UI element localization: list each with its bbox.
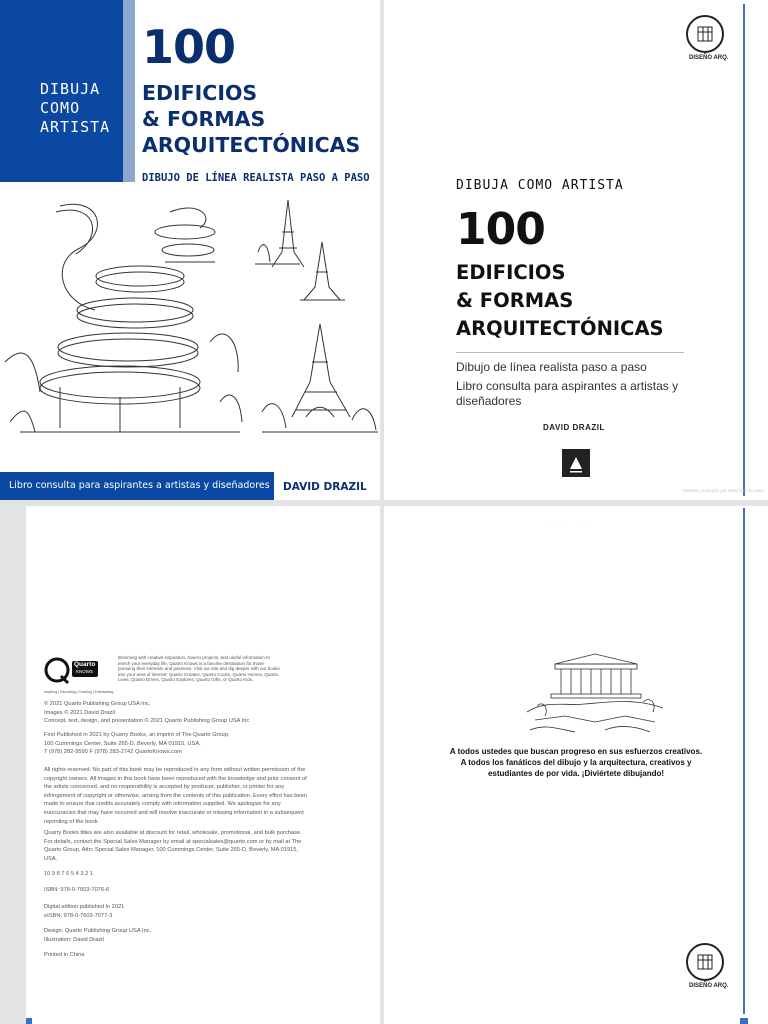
publisher-logo-label: DISEÑO ARQ. <box>689 55 729 61</box>
right-edge-line <box>743 4 745 496</box>
rights-text: All rights reserved. No part of this book may be reproduced in any form without written permission of the copyright owners. All images in this book have been reproduced with the knowledge and prior consent of the artists concerned, and no responsibility is accepted by producer, publisher, or printer for any infringement of copyright or otherwise, arising from the contents of this publication. Every effort has been made to ensure that credits accurately comply with information supplied. We apologize for any inaccuracies that may have occurred and will resolve inaccurate or missing information in a subsequent reprinting of the book. <box>44 767 307 825</box>
publisher-logo-icon <box>686 943 724 981</box>
cover-bottom-bar <box>0 472 274 500</box>
parthenon-illustration <box>525 650 665 736</box>
dedication-line: A todos ustedes que buscan progreso en sus esfuerzos creativos. <box>449 747 703 756</box>
title-subtitle-2: Libro consulta para aspirantes a artistas y diseñadores <box>456 379 679 408</box>
imprint-logo-icon <box>562 449 590 477</box>
building-icon <box>688 945 722 979</box>
copyright-line: Images © 2021 David Drazil <box>44 709 115 716</box>
title-heading-line: & FORMAS <box>456 289 574 312</box>
title-heading <box>456 259 726 343</box>
digital-line: Digital edition published in 2021 <box>44 904 125 910</box>
cover-tagline-line: COMO <box>40 99 81 117</box>
copyright-line: © 2021 Quarto Publishing Group USA Inc. <box>44 701 151 707</box>
cover-author: DAVID DRAZIL <box>283 481 367 493</box>
horizontal-gutter <box>0 500 768 506</box>
quarto-wordmark: Quarto <box>74 661 96 668</box>
quarto-logo <box>44 655 100 689</box>
cover-title-line: & FORMAS <box>142 107 266 131</box>
right-edge-line <box>743 508 745 1014</box>
digital-line: eISBN: 978-0-7603-7077-3 <box>44 912 113 919</box>
copyright-line: Concept, text, design, and presentation © 2021 Quarto Publishing Group USA Inc <box>44 718 250 725</box>
left-margin <box>0 506 26 1024</box>
isbn: ISBN: 978-0-7603-7076-6 <box>44 887 110 893</box>
title-subtitle-1: Dibujo de línea realista paso a paso <box>456 360 647 374</box>
building-icon <box>688 17 722 51</box>
publisher-line: 100 Cummings Center, Suite 265-D, Beverly, MA 01915, USA. <box>44 740 201 747</box>
title-divider <box>456 352 684 353</box>
cover-tagline-line: ARTISTA <box>40 118 111 136</box>
mountain-icon <box>562 449 590 477</box>
printed-in: Printed in China <box>44 952 85 958</box>
cover-title <box>142 80 378 158</box>
title-tagline: DIBUJA COMO ARTISTA <box>456 178 624 193</box>
cover-title-line: ARQUITECTÓNICAS <box>142 133 361 157</box>
faint-marks: · · · · · · · · · · · · · <box>540 518 596 523</box>
title-number: 100 <box>456 204 545 255</box>
title-heading-line: ARQUITECTÓNICAS <box>456 317 664 340</box>
cover-number: 100 <box>142 20 236 74</box>
publisher-line: T (978) 282-9590 F (978) 283-2742 QuartoKnows.com <box>44 749 182 756</box>
print-line: 10 9 8 7 6 5 4 3 2 1 <box>44 871 94 877</box>
cover-tagline <box>40 80 132 137</box>
credit-line: Design: Quarto Publishing Group USA Inc. <box>44 928 152 934</box>
bottom-edge-line <box>26 1018 32 1024</box>
publisher-logo-icon <box>686 15 724 53</box>
cover-bar-text: Libro consulta para aspirantes a artistas y diseñadores <box>9 480 270 491</box>
quarto-tagline: Inspiring | Educating | Creating | Entertaining <box>44 690 114 694</box>
vertical-gutter <box>380 0 384 1024</box>
dedication-line: estudiantes de por vida. ¡Diviértete dibujando! <box>487 769 665 778</box>
publisher-logo-label: DISEÑO ARQ. <box>689 983 729 989</box>
cover-illustration <box>0 192 380 457</box>
credits <box>44 927 324 944</box>
cover-title-line: EDIFICIOS <box>142 81 258 105</box>
digital-edition <box>44 903 324 920</box>
cover-page <box>0 0 380 500</box>
title-author: DAVID DRAZIL <box>543 423 605 432</box>
publisher-block <box>44 731 324 757</box>
watermark: Material protegido por derechos de autor <box>683 488 765 493</box>
credit-line: Illustration: David Drazil <box>44 936 104 943</box>
copyright-block <box>44 700 324 726</box>
cover-tagline-line: DIBUJA <box>40 80 101 98</box>
publisher-line: First Published in 2021 by Quarry Books, an imprint of The Quarto Group, <box>44 732 230 738</box>
dedication-line: A todos los fanáticos del dibujo y la arquitectura, creativos y <box>460 758 692 767</box>
quarto-blurb: Brimming with creative inspiration, how-to projects, and useful information to enrich your everyday life, Quarto Knows is a favorite destination for those pursuing their interests and passions. Visit our site and dig deeper with our books into your area of interest: Quarto Creates, Quarto Cooks, Quarto Homes, Quarto Lives, Quarto Drives, Quarto Explores, Quarto Gifts, or Quarto Kids. <box>118 655 280 682</box>
title-heading-line: EDIFICIOS <box>456 261 566 284</box>
quarto-knows: KNOWS <box>76 669 94 674</box>
dedication-text <box>442 746 710 779</box>
cover-subtitle: DIBUJO DE LÍNEA REALISTA PASO A PASO <box>142 172 370 184</box>
discount-text: Quarry Books titles are also available at discount for retail, wholesale, promotional, and bulk purchase. For details, contact the Special Sales Manager by email at specialsales@quarto.com or by mail at The Quarto Group, Attn: Special Sales Manager, 100 Cummings Center, Suite 265-D, Beverly, MA 01915, USA. <box>44 830 302 862</box>
bottom-edge-line <box>740 1018 748 1024</box>
